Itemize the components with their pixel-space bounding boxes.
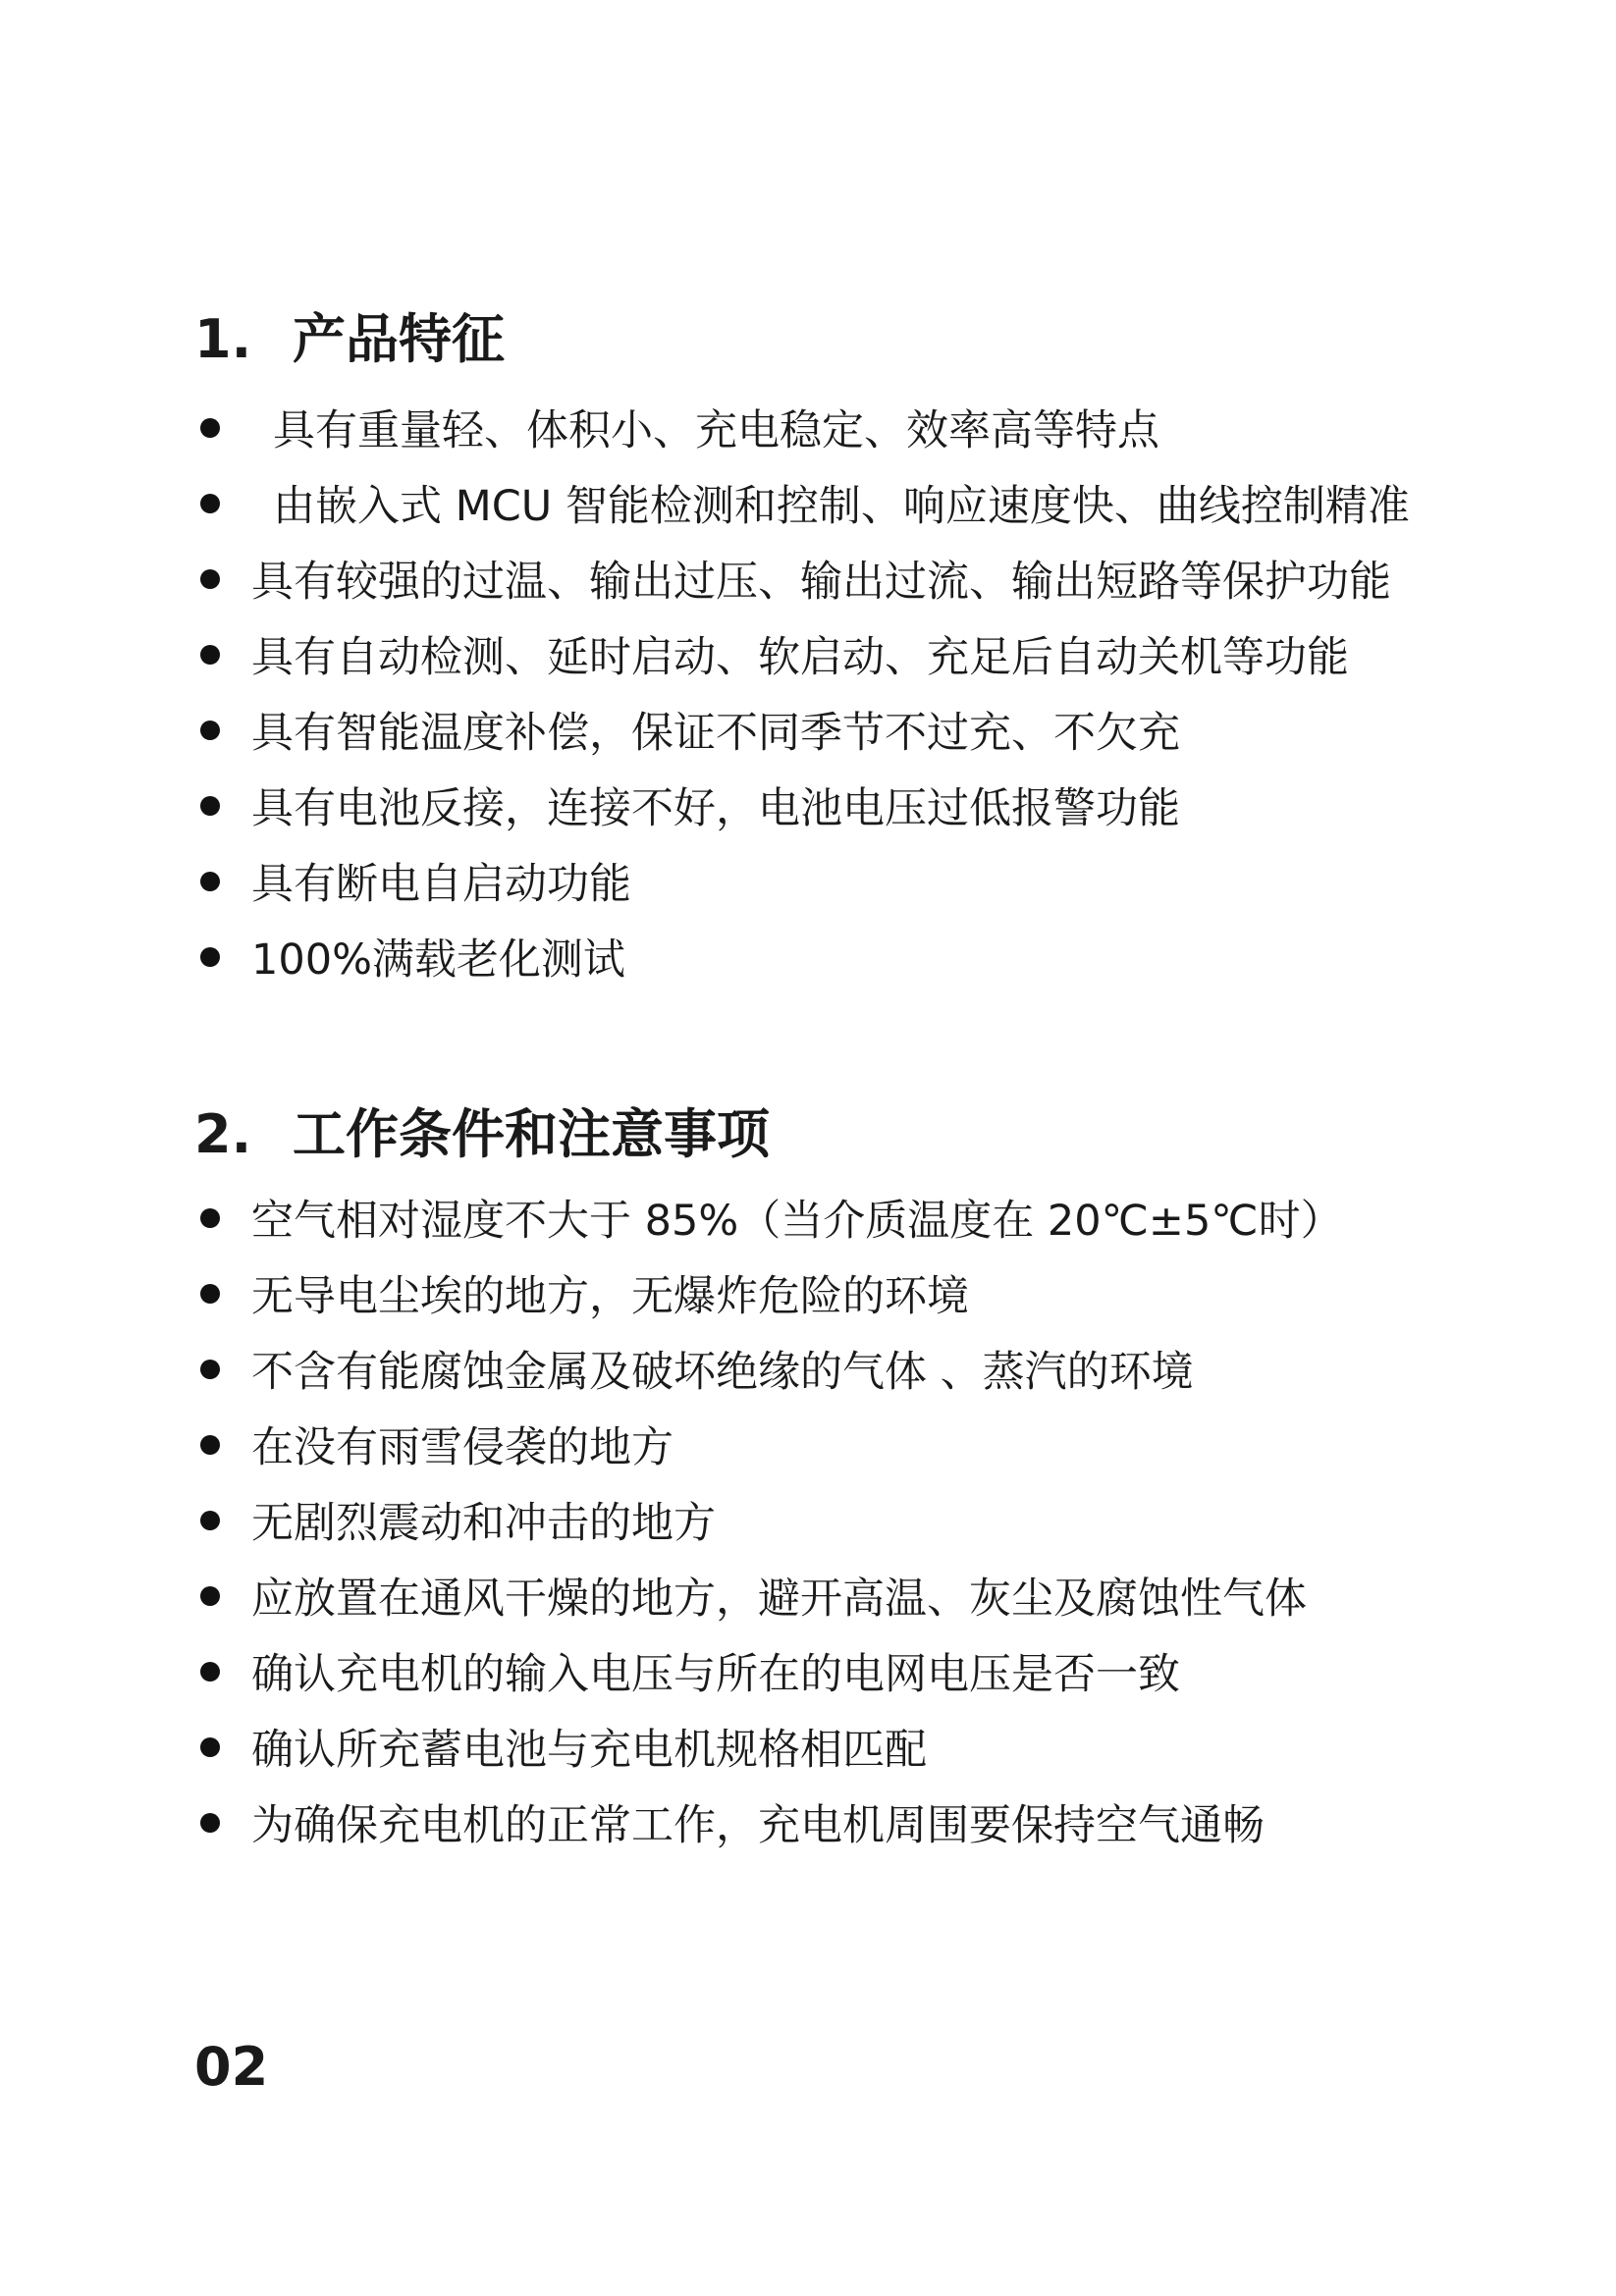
feature-list xyxy=(194,390,1471,994)
bullet-icon xyxy=(200,947,220,967)
bullet-icon xyxy=(200,1586,220,1606)
section-heading xyxy=(194,304,1471,375)
list-item-text: 具有较强的过温、输出过压、输出过流、输出短路等保护功能 xyxy=(251,558,1391,607)
bullet-icon xyxy=(200,1813,220,1833)
list-item-text: 由嵌入式 MCU 智能检测和控制、响应速度快、曲线控制精准 xyxy=(273,482,1410,531)
list-item xyxy=(194,1407,1471,1482)
bullet-icon xyxy=(200,1737,220,1757)
page-number: 02 xyxy=(194,2036,269,2098)
list-item xyxy=(194,616,1471,692)
list-item-text: 具有断电自启动功能 xyxy=(251,860,631,909)
bullet-icon xyxy=(200,1435,220,1455)
list-item-text: 不含有能腐蚀金属及破坏绝缘的气体 、蒸汽的环境 xyxy=(251,1348,1194,1397)
list-item xyxy=(194,1558,1471,1633)
list-item-text: 确认充电机的输入电压与所在的电网电压是否一致 xyxy=(251,1650,1180,1699)
section-title: 产品特征 xyxy=(293,308,505,370)
list-item-text: 在没有雨雪侵袭的地方 xyxy=(251,1423,673,1472)
bullet-icon xyxy=(200,494,220,513)
list-item xyxy=(194,1709,1471,1785)
list-item xyxy=(194,1482,1471,1558)
bullet-icon xyxy=(200,721,220,740)
list-item xyxy=(194,390,1471,465)
section-working-conditions xyxy=(194,1099,1471,1860)
list-item xyxy=(194,919,1471,994)
bullet-icon xyxy=(200,418,220,438)
section-number: 1. xyxy=(194,308,252,370)
bullet-icon xyxy=(200,1360,220,1379)
bullet-icon xyxy=(200,796,220,816)
bullet-icon xyxy=(200,872,220,891)
bullet-icon xyxy=(200,645,220,665)
list-item xyxy=(194,843,1471,919)
bullet-icon xyxy=(200,1511,220,1530)
list-item-text: 具有重量轻、体积小、充电稳定、效率高等特点 xyxy=(273,406,1159,455)
section-number: 2. xyxy=(194,1103,252,1165)
list-item-text: 空气相对湿度不大于 85%（当介质温度在 20℃±5℃时） xyxy=(251,1197,1343,1246)
list-item-text: 应放置在通风干燥的地方，避开高温、灰尘及腐蚀性气体 xyxy=(251,1575,1307,1624)
list-item-text: 具有电池反接，连接不好，电池电压过低报警功能 xyxy=(251,784,1180,833)
list-item-text: 确认所充蓄电池与充电机规格相匹配 xyxy=(251,1726,927,1775)
bullet-icon xyxy=(200,1284,220,1304)
bullet-icon xyxy=(200,1208,220,1228)
list-item xyxy=(194,1785,1471,1860)
list-item-text: 100%满载老化测试 xyxy=(251,935,625,985)
list-item xyxy=(194,1180,1471,1255)
bullet-icon xyxy=(200,569,220,589)
bullet-icon xyxy=(200,1662,220,1682)
section-product-features xyxy=(194,304,1471,994)
list-item-text: 具有自动检测、延时启动、软启动、充足后自动关机等功能 xyxy=(251,633,1349,682)
list-item xyxy=(194,692,1471,768)
conditions-list xyxy=(194,1180,1471,1860)
list-item xyxy=(194,768,1471,843)
list-item-text: 具有智能温度补偿，保证不同季节不过充、不欠充 xyxy=(251,709,1180,758)
list-item-text: 为确保充电机的正常工作，充电机周围要保持空气通畅 xyxy=(251,1801,1265,1850)
list-item xyxy=(194,1255,1471,1331)
list-item xyxy=(194,541,1471,616)
list-item xyxy=(194,465,1471,541)
section-title: 工作条件和注意事项 xyxy=(293,1103,770,1165)
list-item xyxy=(194,1331,1471,1407)
list-item-text: 无剧烈震动和冲击的地方 xyxy=(251,1499,716,1548)
section-heading xyxy=(194,1099,1471,1170)
list-item xyxy=(194,1633,1471,1709)
list-item-text: 无导电尘埃的地方，无爆炸危险的环境 xyxy=(251,1272,969,1321)
